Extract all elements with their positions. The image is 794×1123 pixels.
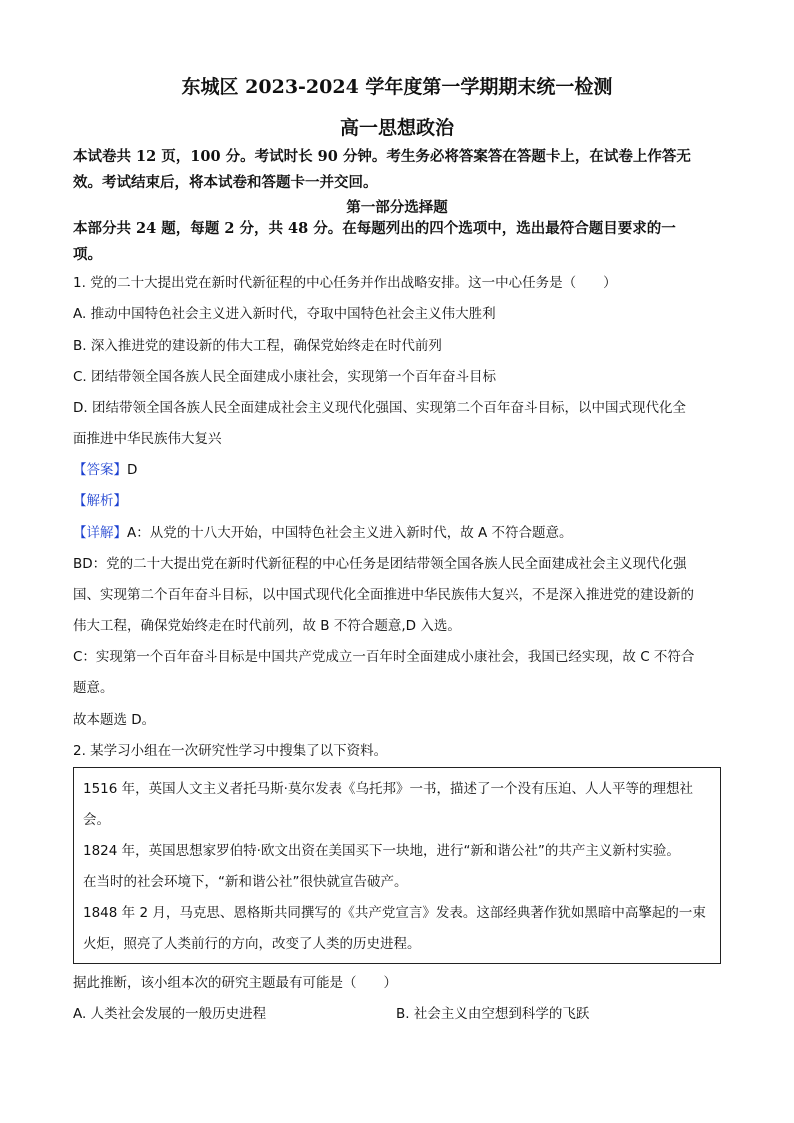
detail-bd-line-2: 国、实现第二个百年奋斗目标，以中国式现代化全面推进中华民族伟大复兴，不是深入推进党的建设新的	[73, 587, 694, 603]
question-2-option-b: B. 社会主义由空想到科学的飞跃	[396, 1006, 590, 1022]
detail-c-line-2: 题意。	[73, 680, 114, 696]
material-line-6: 火炬，照亮了人类前行的方向，改变了人类的历史进程。	[83, 936, 421, 952]
material-line-1: 1516 年，英国人文主义者托马斯·莫尔发表《乌托邦》一书，描述了一个没有压迫、人人平等的理想社	[83, 781, 693, 797]
document-subtitle: 高一思想政治	[339, 117, 454, 139]
detail-a-text: A：从党的十八大开始，中国特色社会主义进入新时代，故 A 不符合题意。	[127, 525, 573, 541]
section-title: 第一部分选择题	[346, 199, 448, 216]
detail-line	[73, 523, 573, 543]
material-line-5: 1848 年 2 月，马克思、恩格斯共同撰写的《共产党宣言》发表。这部经典著作犹如黑暗中高擎起的一束	[83, 905, 706, 921]
material-line-4: 在当时的社会环境下，“新和谐公社”很快就宣告破产。	[83, 874, 408, 890]
question-1-option-b: B. 深入推进党的建设新的伟大工程，确保党始终走在时代前列	[73, 338, 442, 354]
instructions-line-1: 本试卷共 12 页，100 分。考试时长 90 分钟。考生务必将答案答在答题卡上，在试卷上作答无	[73, 148, 691, 165]
conclusion-line: 故本题选 D。	[73, 712, 156, 728]
answer-value: D	[127, 462, 138, 478]
detail-bd-line-1: BD：党的二十大提出党在新时代新征程的中心任务是团结带领全国各族人民全面建成社会主义现代化强	[73, 556, 687, 572]
question-1-option-d-line-1: D. 团结带领全国各族人民全面建成社会主义现代化强国、实现第二个百年奋斗目标，以中国式现代化全	[73, 400, 686, 416]
question-2-stem: 2. 某学习小组在一次研究性学习中搜集了以下资料。	[73, 743, 388, 759]
detail-tag: 【详解】	[73, 525, 127, 541]
question-2-option-a: A. 人类社会发展的一般历史进程	[73, 1006, 267, 1022]
question-1-stem: 1. 党的二十大提出党在新时代新征程的中心任务并作出战略安排。这一中心任务是（ ）	[73, 275, 617, 291]
question-1-option-a: A. 推动中国特色社会主义进入新时代，夺取中国特色社会主义伟大胜利	[73, 306, 496, 322]
detail-c-line-1: C：实现第一个百年奋斗目标是中国共产党成立一百年时全面建成小康社会，我国已经实现，故 C 不符合	[73, 649, 695, 665]
question-1-option-c: C. 团结带领全国各族人民全面建成小康社会，实现第一个百年奋斗目标	[73, 369, 497, 385]
analysis-tag: 【解析】	[73, 493, 127, 509]
detail-bd-line-3: 伟大工程，确保党始终走在时代前列，故 B 不符合题意,D 入选。	[73, 618, 461, 634]
section-desc-line-2: 项。	[73, 246, 102, 263]
answer-line	[73, 460, 137, 480]
source-material-box	[73, 767, 721, 964]
question-1-option-d-line-2: 面推进中华民族伟大复兴	[73, 431, 222, 447]
material-line-3: 1824 年，英国思想家罗伯特·欧文出资在美国买下一块地，进行“新和谐公社”的共产主义新村实验。	[83, 843, 680, 859]
analysis-line	[73, 491, 127, 511]
section-desc-line-1: 本部分共 24 题，每题 2 分，共 48 分。在每题列出的四个选项中，选出最符合题目要求的一	[73, 220, 676, 237]
instructions-line-2: 效。考试结束后，将本试卷和答题卡一并交回。	[73, 174, 378, 191]
document-title: 东城区 2023-2024 学年度第一学期期末统一检测	[181, 76, 613, 98]
question-2-prompt: 据此推断，该小组本次的研究主题最有可能是（ ）	[73, 975, 397, 991]
material-line-2: 会。	[83, 812, 110, 828]
answer-tag: 【答案】	[73, 462, 127, 478]
